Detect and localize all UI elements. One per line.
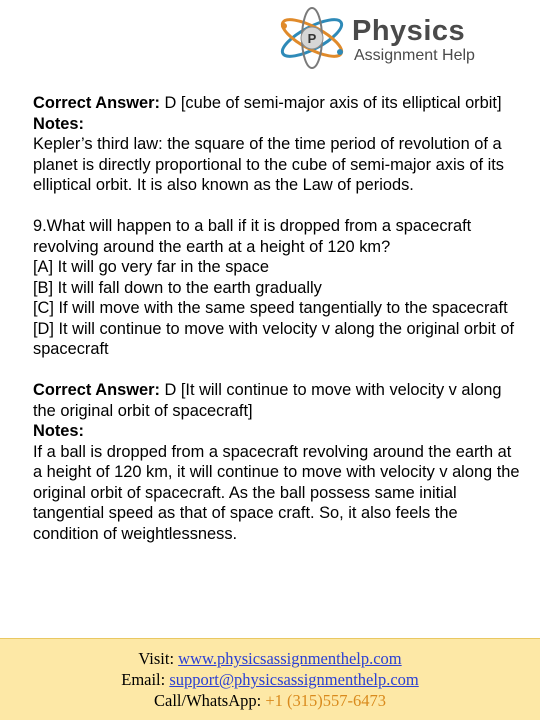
option-d: [D] It will continue to move with velocity v along the original orbit of spacecraft	[33, 319, 515, 358]
answer-9	[33, 380, 523, 421]
notes-text: Kepler’s third law: the square of the time period of revolution of a planet is directly proportional to the cube of semi-major axis of its elliptical orbit. It is also known as the Law of periods.	[33, 135, 504, 194]
correct-answer-text: D [cube of semi-major axis of its elliptical orbit]	[159, 94, 502, 112]
logo-letter: P	[307, 31, 317, 46]
notes-text: If a ball is dropped from a spacecraft revolving around the earth at a height of 120 km, it will continue to move with velocity v along the original orbit of spacecraft. As the ball possess same initial tangential speed as that of space craft. So, it also feels the condition of weightlessness.	[33, 442, 520, 543]
contact-footer	[0, 638, 540, 720]
logo-title: Physics	[352, 15, 466, 47]
logo-subtitle: Assignment Help	[354, 47, 475, 64]
email-label: Email:	[121, 670, 170, 689]
visit-line	[0, 648, 540, 669]
option-c: [C] If will move with the same speed tangentially to the spacecraft	[33, 299, 508, 317]
notes-label: Notes:	[33, 422, 84, 440]
atom-logo-icon	[276, 6, 348, 70]
visit-label: Visit:	[138, 649, 179, 668]
call-line	[0, 690, 540, 711]
email-line	[0, 669, 540, 690]
correct-answer-label: Correct Answer:	[33, 381, 160, 399]
option-a: [A] It will go very far in the space	[33, 258, 269, 276]
notes-label: Notes:	[33, 114, 84, 133]
correct-answer-text: D [It will continue to move with velocity v along the original orbit of spacecraft]	[33, 381, 502, 420]
phone-number[interactable]: +1 (315)557-6473	[265, 691, 387, 710]
document-body	[33, 93, 523, 544]
answer-8	[33, 93, 523, 114]
correct-answer-label: Correct Answer:	[33, 94, 160, 112]
brand-logo	[276, 6, 526, 70]
email-link[interactable]: support@physicsassignmenthelp.com	[169, 670, 419, 689]
question-9: 9.What will happen to a ball if it is dropped from a spacecraft revolving around the earth at a height of 120 km?	[33, 217, 472, 256]
option-b: [B] It will fall down to the earth gradually	[33, 278, 322, 297]
call-label: Call/WhatsApp:	[153, 691, 266, 710]
website-link[interactable]: www.physicsassignmenthelp.com	[178, 649, 402, 668]
